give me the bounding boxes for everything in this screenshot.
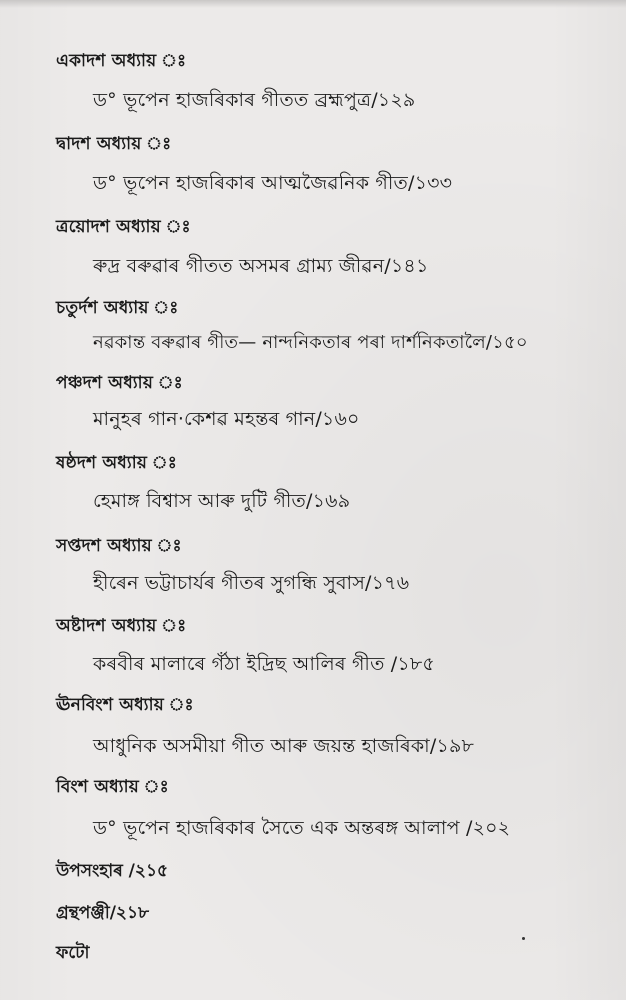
chapter-12-heading: দ্বাদশ অধ্যায় ঃ: [56, 134, 172, 154]
chapter-13-heading: ত্ৰয়োদশ অধ্যায় ঃ: [56, 217, 191, 237]
bibliography-entry: গ্ৰন্থপঞ্জী/২১৮: [56, 903, 150, 923]
chapter-19-heading: ঊনবিংশ অধ্যায় ঃ: [56, 695, 194, 715]
chapter-15-entry: মানুহৰ গান·কেশৱ মহন্তৰ গান/১৬০: [93, 408, 360, 430]
chapter-19-entry: আধুনিক অসমীয়া গীত আৰু জয়ন্ত হাজৰিকা/১৯৮: [93, 735, 475, 757]
chapter-13-entry: ৰুদ্ৰ বৰুৱাৰ গীতত অসমৰ গ্ৰাম্য জীৱন/১৪১: [93, 255, 429, 277]
chapter-11-entry: ড° ভূপেন হাজৰিকাৰ গীতত ব্ৰহ্মপুত্ৰ/১২৯: [93, 89, 416, 111]
chapter-16-entry: হেমাঙ্গ বিশ্বাস আৰু দুটি গীত/১৬৯: [93, 490, 351, 512]
chapter-18-heading: অষ্টাদশ অধ্যায় ঃ: [56, 616, 187, 636]
chapter-15-heading: পঞ্চদশ অধ্যায় ঃ: [56, 373, 183, 393]
chapter-20-entry: ড° ভূপেন হাজৰিকাৰ সৈতে এক অন্তৰঙ্গ আলাপ /২০২: [93, 817, 511, 839]
page-top-shadow: [0, 0, 626, 8]
chapter-20-heading: বিংশ অধ্যায় ঃ: [56, 777, 169, 797]
ink-speck: [522, 937, 525, 940]
appendix-entry: উপসংহাৰ /২১৫: [56, 861, 169, 881]
chapter-14-heading: চতুৰ্দশ অধ্যায় ঃ: [56, 298, 179, 318]
photos-entry: ফটো: [56, 943, 90, 963]
chapter-12-entry: ড° ভূপেন হাজৰিকাৰ আত্মজৈৱনিক গীত/১৩৩: [93, 172, 453, 194]
chapter-17-entry: হীৰেন ভট্টাচাৰ্যৰ গীতৰ সুগন্ধি সুবাস/১৭৬: [93, 572, 410, 594]
chapter-17-heading: সপ্তদশ অধ্যায় ঃ: [56, 536, 182, 556]
chapter-11-heading: একাদশ অধ্যায় ঃ: [56, 51, 187, 71]
chapter-16-heading: ষষ্ঠদশ অধ্যায় ঃ: [56, 453, 177, 473]
chapter-18-entry: কৰবীৰ মালাৰে গঁঠা ইদ্ৰিছ আলিৰ গীত /১৮৫: [93, 653, 435, 675]
chapter-14-entry: নৱকান্ত বৰুৱাৰ গীত— নান্দনিকতাৰ পৰা দাৰ্শনিকতালৈ/১৫০: [93, 332, 528, 353]
